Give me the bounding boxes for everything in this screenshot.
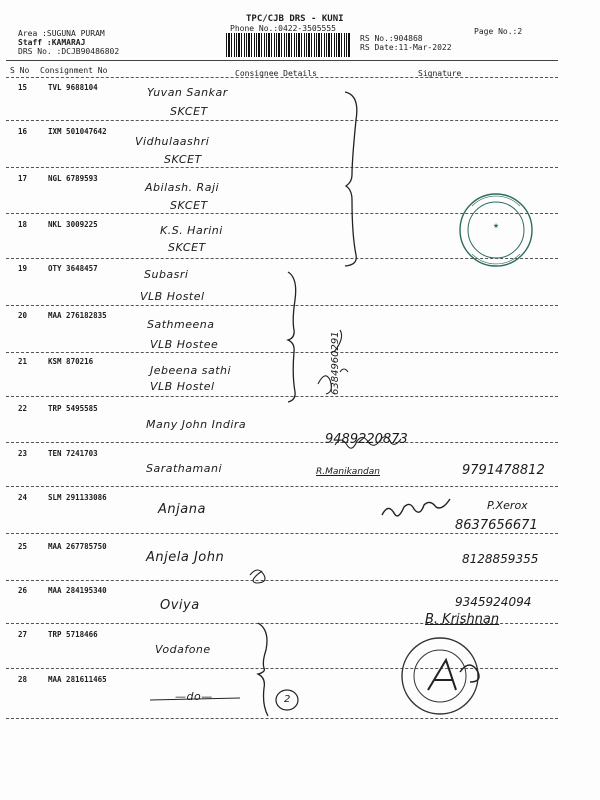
consignee-name: K.S. Harini — [160, 224, 223, 237]
consignee-name: Subasri — [144, 268, 189, 281]
row-consignment: MAA 276182835 — [48, 311, 107, 320]
consignee-name: Yuvan Sankar — [147, 86, 228, 99]
scribble-signature-21 — [318, 330, 348, 394]
scribble-signature-24 — [382, 499, 450, 516]
consignee-name: Anjana — [158, 502, 206, 517]
drs-number: DRS No. :DCJB90486802 — [18, 47, 120, 56]
consignee-name: Vidhulaashri — [135, 135, 210, 148]
signature-25-phone: 8128859355 — [462, 552, 539, 566]
company-stamp — [402, 638, 479, 714]
consignee-org: SKCET — [168, 241, 206, 254]
bracket-left-group — [345, 92, 357, 266]
row-consignment: NKL 3009225 — [48, 220, 98, 229]
rs-number: RS No.:904868 — [360, 34, 423, 43]
consignee-name: Sarathamani — [146, 462, 222, 475]
row-sno: 25 — [18, 542, 28, 551]
row-sno: 16 — [18, 127, 28, 136]
column-consignee: Consignee Details — [235, 69, 317, 78]
consignee-org: VLB Hostel — [140, 290, 205, 303]
column-sno: S No — [10, 66, 30, 75]
consignee-name: Many John Indira — [146, 418, 247, 431]
row-sno: 26 — [18, 586, 28, 595]
consignee-name: —do— — [175, 690, 213, 703]
row-sno: 19 — [18, 264, 28, 273]
column-signature: Signature — [418, 69, 462, 78]
dash-line — [150, 698, 240, 700]
circle-mark — [276, 690, 298, 710]
consignee-name: Vodafone — [155, 643, 211, 656]
phone-number: Phone No.:0422-3505555 — [230, 24, 336, 33]
row-consignment: TEN 7241703 — [48, 449, 98, 458]
row-consignment: NGL 6789593 — [48, 174, 98, 183]
row-consignment: OTY 3648457 — [48, 264, 98, 273]
area-label: Area :SUGUNA PURAM — [18, 29, 105, 38]
row-consignment: TRP 5495585 — [48, 404, 98, 413]
signature-23-phone: 9791478812 — [462, 463, 545, 478]
consignee-org: SKCET — [170, 105, 208, 118]
consignee-name: Oviya — [160, 598, 200, 613]
scribble-signature-22 — [335, 437, 401, 448]
staff-label: Staff :KAMARAJ — [18, 38, 86, 47]
signature-26-name: B. Krishnan — [425, 612, 500, 627]
consignee-org: SKCET — [164, 153, 202, 166]
row-sno: 24 — [18, 493, 28, 502]
consignee-name: Anjela John — [146, 550, 225, 565]
row-sno: 23 — [18, 449, 28, 458]
consignee-org: VLB Hostel — [150, 380, 215, 393]
column-consignment: Consignment No — [40, 66, 108, 75]
bracket-vodafone-group — [258, 623, 268, 716]
rs-date: RS Date:11-Mar-2022 — [360, 43, 452, 52]
consignee-name: Jebeena sathi — [150, 364, 232, 377]
consignee-org: SKCET — [170, 199, 208, 212]
row-sno: 18 — [18, 220, 28, 229]
consignee-org: VLB Hostee — [150, 338, 219, 351]
row-sno: 28 — [18, 675, 28, 684]
document-title: TPC/CJB DRS - KUNI — [246, 14, 344, 24]
row-consignment: TVL 9688104 — [48, 83, 98, 92]
signature-26-phone: 9345924094 — [455, 595, 532, 609]
signature-22: 9489220873 — [325, 432, 408, 447]
row-consignment: IXM 501047642 — [48, 127, 107, 136]
row-sno: 20 — [18, 311, 28, 320]
row-consignment: MAA 267785750 — [48, 542, 107, 551]
page-number: Page No.:2 — [474, 27, 523, 36]
row-consignment: TRP 5718466 — [48, 630, 98, 639]
row-consignment: MAA 281611465 — [48, 675, 107, 684]
scribble-signature-25 — [250, 570, 265, 583]
row-sno: 27 — [18, 630, 28, 639]
row-consignment: MAA 284195340 — [48, 586, 107, 595]
signature-23-name: R.Manikandan — [316, 467, 380, 477]
circle-mark-number: 2 — [284, 694, 291, 705]
bracket-hostel-group — [288, 272, 296, 402]
consignee-name: Abilash. Raji — [145, 181, 220, 194]
consignee-name: Sathmeena — [147, 318, 215, 331]
row-sno: 15 — [18, 83, 28, 92]
signature-24-phone: 8637656671 — [455, 518, 538, 533]
row-sno: 22 — [18, 404, 28, 413]
svg-text:★: ★ — [492, 222, 500, 230]
row-consignment: KSM 870216 — [48, 357, 94, 366]
row-sno: 17 — [18, 174, 28, 183]
college-seal-stamp — [460, 194, 532, 266]
row-consignment: SLM 291133086 — [48, 493, 107, 502]
signature-20-phone: 6384960291 — [330, 331, 341, 395]
signature-24-note: P.Xerox — [487, 499, 528, 512]
row-sno: 21 — [18, 357, 28, 366]
